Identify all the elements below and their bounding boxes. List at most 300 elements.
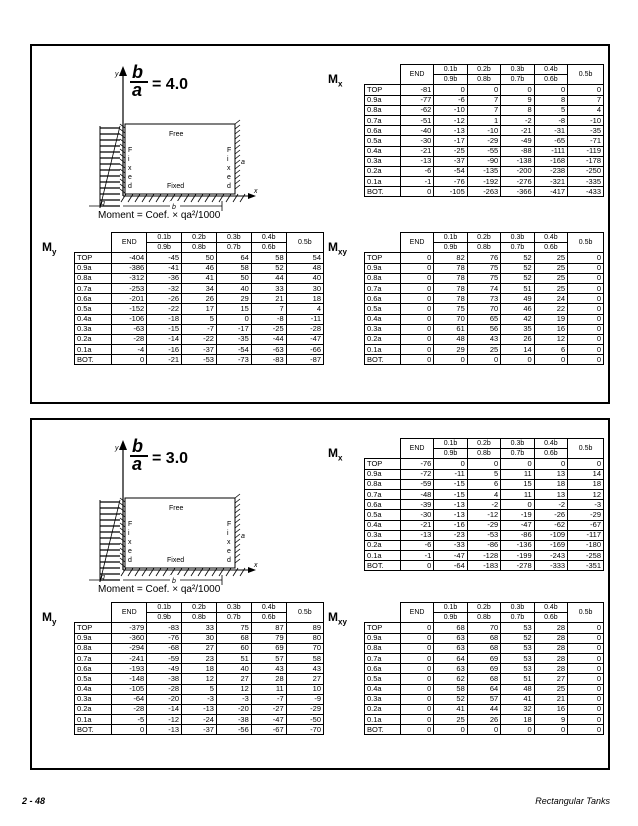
table-cell: -77: [400, 95, 433, 105]
table-cell: 29: [434, 345, 467, 355]
ratio-numerator: b: [132, 436, 143, 456]
table-row: [365, 664, 604, 674]
row-label: 0.3a: [365, 156, 401, 166]
moment-table: [74, 602, 324, 735]
table-cell: 29: [216, 294, 251, 304]
table-cell: -417: [534, 187, 567, 197]
table-cell: 0: [467, 459, 500, 469]
table-cell: -64: [434, 561, 467, 571]
ratio-value: = 3.0: [152, 450, 189, 467]
row-label: 0.5a: [365, 304, 401, 314]
table-cell: -12: [434, 115, 467, 125]
page-number: 2 - 48: [22, 796, 46, 806]
table-cell: -366: [501, 187, 534, 197]
moment-label: $M_x$: [328, 72, 343, 89]
table-cell: -6: [400, 166, 433, 176]
table-cell: 48: [286, 263, 323, 273]
table-cell: -64: [112, 694, 147, 704]
table-row: [365, 355, 604, 365]
table-cell: -250: [568, 166, 604, 176]
free-label: Free: [169, 131, 184, 138]
table-row: [75, 324, 324, 334]
row-label: 0.9a: [365, 95, 401, 105]
table-cell: 75: [434, 304, 467, 314]
table-cell: -17: [434, 136, 467, 146]
row-label: 0.2a: [365, 704, 401, 714]
left-fixed-letter: e: [128, 174, 132, 181]
table-cell: -119: [568, 146, 604, 156]
column-header: 0.2b: [467, 439, 500, 449]
table-row: [365, 85, 604, 95]
row-label: 0.3a: [365, 530, 401, 540]
table-row: [365, 95, 604, 105]
table-cell: 44: [467, 704, 500, 714]
left-fixed-letter: x: [128, 539, 132, 546]
column-subheader: 0.6b: [251, 243, 286, 253]
table-cell: 0: [568, 623, 604, 633]
column-header: 0.4b: [534, 603, 567, 613]
table-cell: 70: [467, 304, 500, 314]
table-row: [75, 664, 324, 674]
table-cell: 46: [501, 304, 534, 314]
table-cell: 15: [501, 479, 534, 489]
table-cell: 75: [467, 263, 500, 273]
table-cell: 28: [534, 623, 567, 633]
table-cell: -25: [434, 146, 467, 156]
column-subheader: 0.9b: [147, 243, 182, 253]
column-header: 0.3b: [501, 65, 534, 75]
table-cell: -87: [286, 355, 323, 365]
table-cell: 44: [251, 273, 286, 283]
table-cell: -135: [467, 166, 500, 176]
table-cell: -59: [400, 479, 433, 489]
table-row: [365, 561, 604, 571]
table-cell: -7: [251, 694, 286, 704]
table-cell: -29: [568, 510, 604, 520]
row-label: BOT.: [365, 355, 401, 365]
table-cell: 0: [568, 633, 604, 643]
table-cell: -13: [434, 500, 467, 510]
table-cell: 9: [534, 715, 567, 725]
table-cell: 23: [182, 653, 217, 663]
left-fixed-letter: i: [128, 156, 130, 163]
table-cell: -2: [501, 115, 534, 125]
table-cell: -20: [216, 704, 251, 714]
table-cell: -70: [286, 725, 323, 735]
table-cell: -5: [112, 715, 147, 725]
column-subheader: 0.8b: [467, 613, 500, 623]
table-cell: 5: [182, 314, 217, 324]
table-cell: -312: [112, 273, 147, 283]
table-cell: -128: [467, 551, 500, 561]
row-label: 0.6a: [75, 294, 112, 304]
table-cell: -276: [501, 177, 534, 187]
table-cell: -10: [467, 126, 500, 136]
table-cell: -14: [147, 704, 182, 714]
table-cell: 78: [434, 283, 467, 293]
table-cell: 16: [534, 704, 567, 714]
table-cell: 78: [434, 273, 467, 283]
table-cell: -243: [534, 551, 567, 561]
table-cell: 75: [467, 273, 500, 283]
table-cell: -11: [286, 314, 323, 324]
table-cell: -29: [467, 520, 500, 530]
y-label: y: [115, 71, 119, 78]
row-label: 0.5a: [365, 136, 401, 146]
table-cell: 52: [434, 694, 467, 704]
row-label: 0.1a: [365, 345, 401, 355]
table-cell: -13: [400, 156, 433, 166]
panel-ratio-4: [30, 44, 610, 404]
table-cell: 0: [568, 664, 604, 674]
table-cell: 25: [534, 283, 567, 293]
column-subheader: 0.8b: [467, 243, 500, 253]
table-cell: 25: [534, 273, 567, 283]
table-cell: 18: [501, 715, 534, 725]
row-label: 0.3a: [75, 324, 112, 334]
table-cell: -49: [147, 664, 182, 674]
table-cell: 14: [501, 345, 534, 355]
ratio-denominator: a: [132, 454, 143, 474]
table-cell: 11: [251, 684, 286, 694]
table-cell: 52: [501, 273, 534, 283]
row-label: TOP: [365, 623, 401, 633]
y-axis-arrow: [119, 440, 127, 450]
column-subheader: 0.8b: [182, 243, 217, 253]
table-row: [75, 314, 324, 324]
table-cell: -13: [147, 725, 182, 735]
table-cell: -178: [568, 156, 604, 166]
table-cell: 25: [434, 715, 467, 725]
column-subheader: 0.7b: [501, 75, 534, 85]
moment-label: $M_{xy}$: [328, 240, 347, 257]
row-label: 0.4a: [365, 684, 401, 694]
left-fixed-letter: i: [128, 530, 130, 537]
moment-table: [74, 232, 324, 365]
table-row: [75, 304, 324, 314]
row-label: 0.9a: [75, 633, 112, 643]
table-cell: 0: [534, 725, 567, 735]
row-label: 0.8a: [365, 643, 401, 653]
column-subheader: 0.8b: [182, 613, 217, 623]
fixed-label: Fixed: [167, 557, 185, 564]
table-cell: 63: [434, 664, 467, 674]
column-header: 0.3b: [501, 439, 534, 449]
column-subheader: 0.9b: [434, 449, 467, 459]
table-row: [365, 177, 604, 187]
left-fixed-letter: F: [128, 521, 133, 528]
moment-label: $M_{xy}$: [328, 610, 347, 627]
table-cell: 41: [434, 704, 467, 714]
table-cell: 41: [182, 273, 217, 283]
table-cell: -3: [568, 500, 604, 510]
table-cell: -81: [400, 85, 433, 95]
table-cell: 0: [400, 704, 433, 714]
table-cell: 62: [434, 674, 467, 684]
table-cell: -66: [286, 345, 323, 355]
table-cell: 70: [434, 314, 467, 324]
table-cell: 0: [568, 694, 604, 704]
row-label: 0.4a: [75, 684, 112, 694]
table-row: [75, 263, 324, 273]
table-cell: 5: [534, 105, 567, 115]
table-cell: 63: [434, 633, 467, 643]
table-row: [75, 345, 324, 355]
table-row: [365, 725, 604, 735]
table-cell: -37: [182, 345, 217, 355]
table-cell: -63: [112, 324, 147, 334]
table-cell: -2: [467, 500, 500, 510]
table-cell: -23: [434, 530, 467, 540]
table-cell: 51: [501, 674, 534, 684]
free-label: Free: [169, 505, 184, 512]
table-cell: 25: [534, 263, 567, 273]
table-cell: 35: [501, 324, 534, 334]
table-cell: 18: [182, 664, 217, 674]
table-row: [75, 715, 324, 725]
column-header: 0.5b: [568, 603, 604, 623]
a-label: a: [241, 533, 245, 540]
row-label: 0.3a: [365, 324, 401, 334]
table-cell: -1: [400, 177, 433, 187]
table-cell: -62: [400, 105, 433, 115]
row-label: 0.6a: [365, 294, 401, 304]
column-subheader: 0.7b: [501, 613, 534, 623]
table-cell: 51: [501, 283, 534, 293]
moment-table: [364, 64, 604, 197]
column-header: 0.3b: [216, 603, 251, 613]
tank-diagram-svg: [32, 46, 292, 231]
table-cell: 58: [434, 684, 467, 694]
table-cell: 14: [568, 469, 604, 479]
left-fixed-letter: F: [128, 147, 133, 154]
table-cell: -24: [182, 715, 217, 725]
tank-diagram: [32, 46, 292, 231]
table-cell: -59: [147, 653, 182, 663]
row-label: 0.8a: [365, 273, 401, 283]
table-cell: 0: [400, 273, 433, 283]
row-label: BOT.: [365, 187, 401, 197]
table-cell: 21: [534, 694, 567, 704]
row-label: 0.5a: [75, 304, 112, 314]
column-subheader: 0.9b: [147, 613, 182, 623]
table-row: [365, 500, 604, 510]
column-header: 0.1b: [434, 603, 467, 613]
row-label: 0.1a: [75, 345, 112, 355]
left-fixed-letter: d: [128, 557, 132, 564]
table-cell: -335: [568, 177, 604, 187]
table-cell: -88: [501, 146, 534, 156]
column-header: 0.4b: [251, 233, 286, 243]
table-cell: 0: [467, 355, 500, 365]
column-header: 0.2b: [467, 65, 500, 75]
table-cell: 58: [216, 263, 251, 273]
row-label: 0.3a: [365, 694, 401, 704]
table-cell: 33: [251, 283, 286, 293]
table-cell: -379: [112, 623, 147, 633]
table-cell: 0: [400, 355, 433, 365]
table-cell: 74: [467, 283, 500, 293]
ratio-numerator: b: [132, 62, 143, 82]
table-cell: -19: [501, 510, 534, 520]
row-label: 0.2a: [75, 334, 112, 344]
table-cell: -238: [534, 166, 567, 176]
moment-formula: Moment = Coef. × qa²/1000: [98, 210, 221, 221]
table-row: [75, 674, 324, 684]
table-cell: -13: [182, 704, 217, 714]
table-cell: 0: [434, 85, 467, 95]
table-row: [75, 704, 324, 714]
row-label: BOT.: [75, 355, 112, 365]
table-cell: 13: [534, 469, 567, 479]
table-cell: 27: [216, 674, 251, 684]
row-label: 0.8a: [75, 643, 112, 653]
column-subheader: 0.6b: [534, 613, 567, 623]
moment-formula: Moment = Coef. × qa²/1000: [98, 584, 221, 595]
column-subheader: 0.7b: [501, 243, 534, 253]
table-cell: -29: [467, 136, 500, 146]
table-cell: 18: [568, 479, 604, 489]
table-cell: -22: [182, 334, 217, 344]
table-cell: -54: [216, 345, 251, 355]
header-row: [365, 233, 604, 243]
table-cell: 76: [467, 253, 500, 263]
table-cell: -27: [251, 704, 286, 714]
table-cell: -258: [568, 551, 604, 561]
right-fixed-letter: x: [227, 165, 231, 172]
table-cell: -2: [534, 500, 567, 510]
table-cell: 8: [501, 105, 534, 115]
table-cell: 0: [400, 715, 433, 725]
table-row: [365, 540, 604, 550]
table-cell: 70: [467, 623, 500, 633]
table-cell: 57: [251, 653, 286, 663]
column-header: 0.4b: [251, 603, 286, 613]
x-label: x: [254, 188, 258, 195]
table-cell: -16: [434, 520, 467, 530]
table-cell: -433: [568, 187, 604, 197]
table-cell: 11: [501, 469, 534, 479]
table-cell: 0: [112, 355, 147, 365]
table-cell: -152: [112, 304, 147, 314]
table-cell: -30: [400, 510, 433, 520]
table-cell: 78: [434, 294, 467, 304]
row-label: TOP: [365, 85, 401, 95]
table-cell: -199: [501, 551, 534, 561]
moment-label: $M_y$: [42, 610, 57, 627]
table-cell: 48: [501, 684, 534, 694]
table-cell: -1: [400, 551, 433, 561]
table-row: [365, 469, 604, 479]
left-fixed-letter: x: [128, 165, 132, 172]
row-label: 0.9a: [365, 263, 401, 273]
table-cell: 70: [286, 643, 323, 653]
table-cell: 6: [534, 345, 567, 355]
table-cell: -10: [568, 115, 604, 125]
table-row: [365, 633, 604, 643]
column-subheader: 0.6b: [534, 449, 567, 459]
row-label: TOP: [365, 253, 401, 263]
table-cell: 0: [568, 704, 604, 714]
table-row: [365, 530, 604, 540]
column-header: 0.4b: [534, 233, 567, 243]
moment-label: $M_y$: [42, 240, 57, 257]
row-label: 0.1a: [365, 551, 401, 561]
table-row: [365, 489, 604, 499]
table-cell: 8: [534, 95, 567, 105]
moment-table: [364, 602, 604, 735]
table-cell: -148: [112, 674, 147, 684]
table-cell: -47: [434, 551, 467, 561]
row-label: 0.9a: [365, 469, 401, 479]
table-cell: -15: [147, 324, 182, 334]
table-cell: -28: [112, 704, 147, 714]
table-cell: 12: [216, 684, 251, 694]
table-row: [365, 314, 604, 324]
table-cell: 0: [568, 674, 604, 684]
table-cell: -26: [147, 294, 182, 304]
table-cell: -8: [534, 115, 567, 125]
tank-diagram: [32, 420, 292, 605]
table-cell: -90: [467, 156, 500, 166]
column-header: 0.5b: [568, 439, 604, 459]
table-cell: -201: [112, 294, 147, 304]
row-label: 0.2a: [365, 166, 401, 176]
table-cell: 15: [216, 304, 251, 314]
table-cell: 63: [434, 643, 467, 653]
column-header: 0.2b: [182, 233, 217, 243]
column-subheader: 0.9b: [434, 75, 467, 85]
table-row: [365, 653, 604, 663]
column-header: 0.1b: [147, 233, 182, 243]
table-cell: -33: [434, 540, 467, 550]
row-label: 0.6a: [75, 664, 112, 674]
header-row: [365, 439, 604, 449]
table-cell: -241: [112, 653, 147, 663]
right-fixed-letter: d: [227, 557, 231, 564]
table-cell: 58: [251, 253, 286, 263]
table-cell: -83: [251, 355, 286, 365]
table-row: [75, 355, 324, 365]
table-cell: -41: [147, 263, 182, 273]
column-subheader: 0.8b: [467, 449, 500, 459]
column-subheader: 0.6b: [534, 75, 567, 85]
table-cell: -12: [147, 715, 182, 725]
table-cell: 0: [568, 459, 604, 469]
table-cell: 54: [286, 253, 323, 263]
table-cell: 68: [434, 623, 467, 633]
table-row: [365, 334, 604, 344]
table-cell: 46: [182, 263, 217, 273]
table-cell: 65: [467, 314, 500, 324]
table-cell: 53: [501, 643, 534, 653]
column-header: 0.1b: [147, 603, 182, 613]
table-row: [365, 520, 604, 530]
q-label: q: [101, 200, 105, 207]
table-row: [75, 694, 324, 704]
table-cell: -37: [434, 156, 467, 166]
table-row: [365, 345, 604, 355]
table-cell: 0: [534, 459, 567, 469]
table-cell: 52: [501, 253, 534, 263]
table-cell: 53: [501, 664, 534, 674]
row-label: BOT.: [365, 725, 401, 735]
row-label: 0.7a: [75, 283, 112, 293]
table-cell: -50: [286, 715, 323, 725]
table-cell: 0: [568, 334, 604, 344]
table-row: [75, 643, 324, 653]
table-cell: -47: [501, 520, 534, 530]
